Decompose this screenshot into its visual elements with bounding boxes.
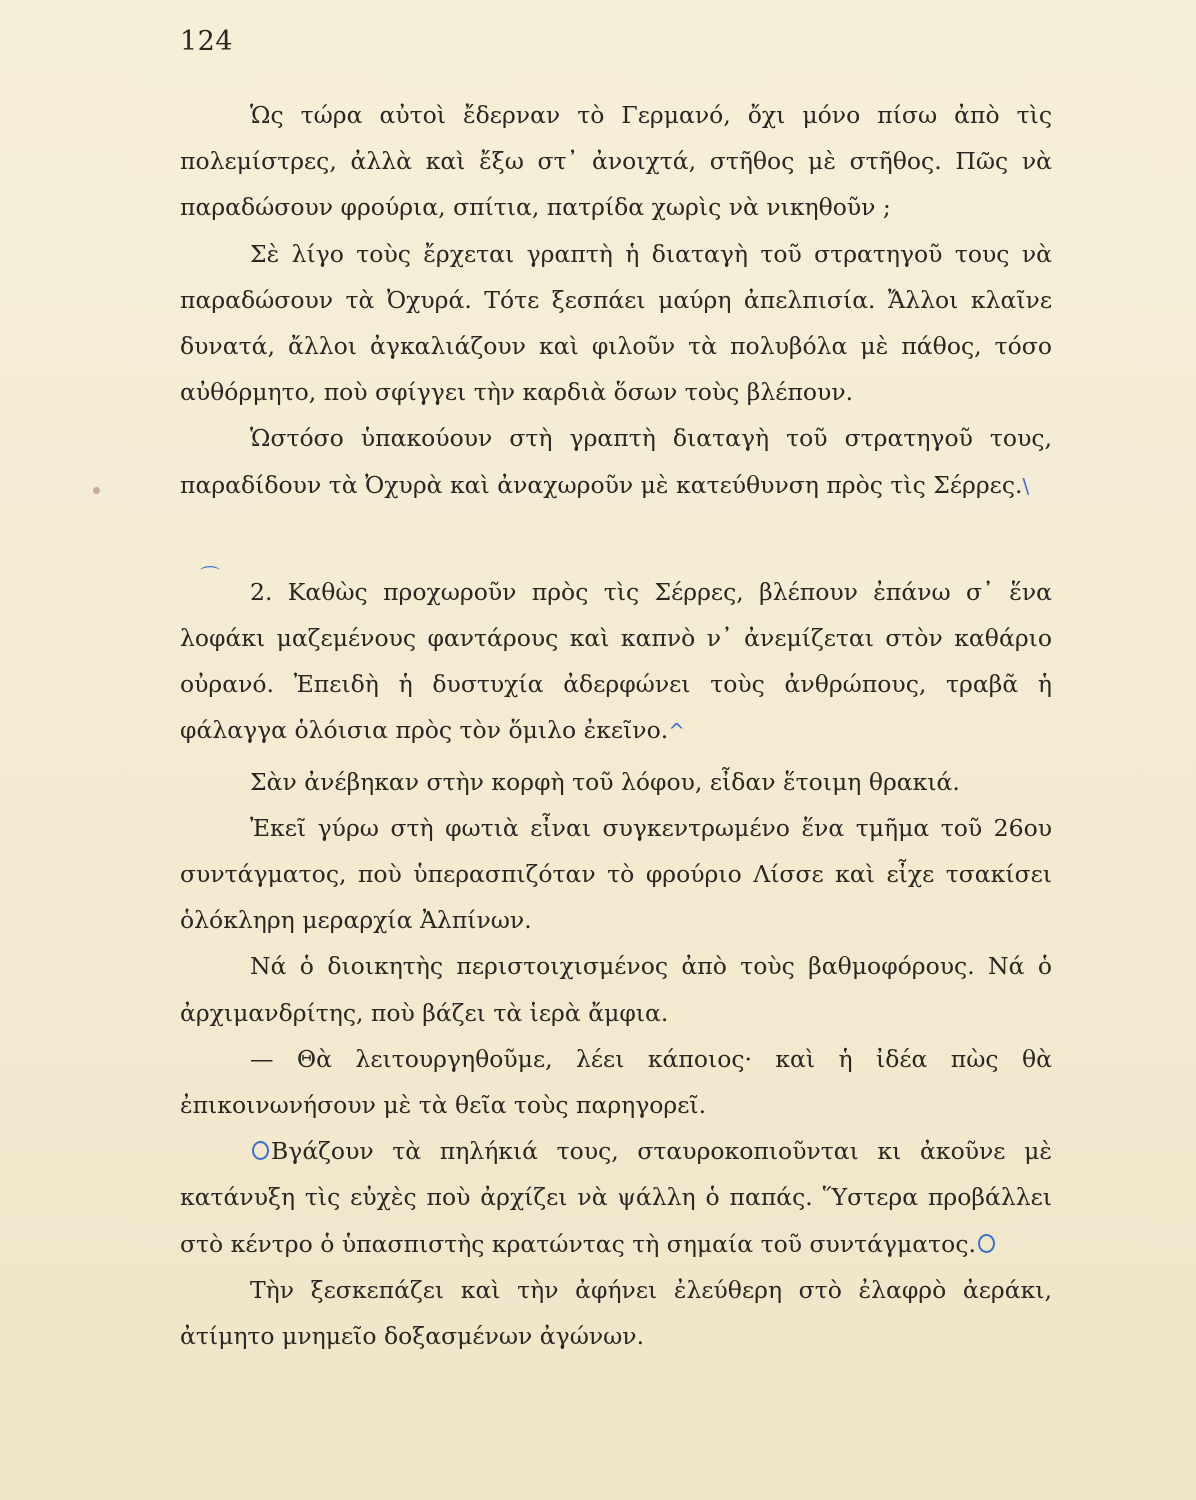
circle-edit-mark-close [978, 1234, 995, 1253]
inline-edit-mark: ^ [668, 719, 685, 744]
end-edit-mark: \ [1022, 473, 1030, 498]
margin-stain [93, 487, 100, 494]
paragraph-6: Ἐκεῖ γύρω στὴ φωτιὰ εἶναι συγκεντρωμένο ἕνα τμῆμα τοῦ 26ου συντάγματος, ποὺ ὑπερασπιζόταν τὸ φρούριο Λίσσε καὶ εἶχε τσακίσει ὁλόκληρη μεραρχία Ἀλπίνων. [180, 813, 1052, 935]
margin-edit-mark: ⌒ [200, 564, 220, 588]
paragraph-9: Βγάζουν τὰ πηλήκιά τους, σταυροκοπιοῦνται κι ἀκοῦνε μὲ κατάνυξη τὶς εὐχὲς ποὺ ἀρχίζει νὰ ψάλλη ὁ παπάς. Ὕστερα προβάλλει στὸ κέντρο ὁ ὑπασπιστὴς κρατώντας τὴ σημαία τοῦ συντάγματος. [180, 1137, 1052, 1258]
paragraph-8-dialogue: — Θὰ λειτουργηθοῦμε, λέει κάποιος· καὶ ἡ ἰδέα πὼς θὰ ἐπικοινωνήσουν μὲ τὰ θεῖα τοὺς παρηγορεῖ. [180, 1044, 1052, 1120]
circle-edit-mark-open [252, 1141, 269, 1160]
body-text [180, 92, 1052, 1359]
paragraph-4-section-2: 2. Καθὼς προχωροῦν πρὸς τὶς Σέρρες, βλέπουν ἐπάνω σ᾿ ἕνα λοφάκι μαζεμένους φαντάρους καὶ καπνὸ ν᾿ ἀνεμίζεται στὸν καθάριο οὐρανό. Ἐπειδὴ ἡ δυστυχία ἀδερφώνει τοὺς ἀνθρώπους, τραβᾶ ἡ φάλαγγα ὁλόισια πρὸς τὸν ὅμιλο ἐκεῖνο.^ [180, 577, 1052, 745]
paragraph-5: Σὰν ἀνέβηκαν στὴν κορφὴ τοῦ λόφου, εἶδαν ἕτοιμη θρακιά. [250, 767, 960, 796]
paragraph-7: Νά ὁ διοικητὴς περιστοιχισμένος ἀπὸ τοὺς βαθμοφόρους. Νά ὁ ἀρχιμανδρίτης, ποὺ βάζει τὰ ἱερὰ ἄμφια. [180, 952, 1052, 1027]
paragraph-3: Ὡστόσο ὑπακούουν στὴ γραπτὴ διαταγὴ τοῦ στρατηγοῦ τους, παραδίδουν τὰ Ὀχυρὰ καὶ ἀναχωροῦν μὲ κατεύθυνση πρὸς τὶς Σέρρες.\ [180, 424, 1052, 499]
paragraph-10: Τὴν ξεσκεπάζει καὶ τὴν ἀφήνει ἐλεύθερη στὸ ἐλαφρὸ ἀεράκι, ἀτίμητο μνημεῖο δοξασμένων ἀγώνων. [180, 1275, 1052, 1351]
page-number: 124 [180, 26, 234, 57]
paragraph-2: Σὲ λίγο τοὺς ἔρχεται γραπτὴ ἡ διαταγὴ τοῦ στρατηγοῦ τους νὰ παραδώσουν τὰ Ὀχυρά. Τότε ξεσπάει μαύρη ἀπελπισία. Ἄλλοι κλαῖνε δυνατά, ἄλλοι ἀγκαλιάζουν καὶ φιλοῦν τὰ πολυβόλα μὲ πάθος, τόσο αὐθόρμητο, ποὺ σφίγγει τὴν καρδιὰ ὅσων τοὺς βλέπουν. [180, 239, 1052, 407]
paragraph-1: Ὡς τώρα αὐτοὶ ἔδερναν τὸ Γερμανό, ὄχι μόνο πίσω ἀπὸ τὶς πολεμίστρες, ἀλλὰ καὶ ἔξω στ᾿ ἀνοιχτά, στῆθος μὲ στῆθος. Πῶς νὰ παραδώσουν φρούρια, σπίτια, πατρίδα χωρὶς νὰ νικηθοῦν ; [180, 101, 1052, 222]
